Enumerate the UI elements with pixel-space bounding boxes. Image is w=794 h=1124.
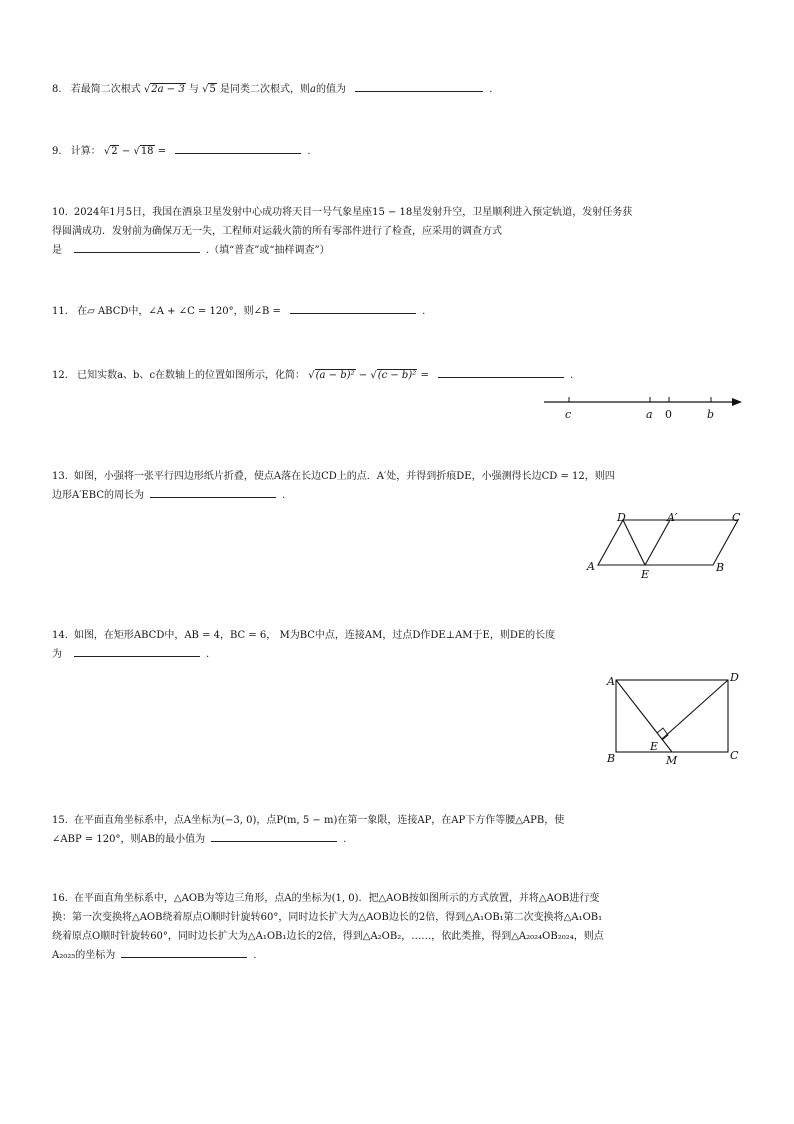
label-m: M [666, 754, 678, 767]
segment-ea1 [645, 520, 670, 565]
question-number: 15. [52, 815, 68, 826]
question-text: 已知实数a、b、c在数轴上的位置如图所示，化简： [77, 370, 306, 381]
sqrt-symbol: √ [370, 370, 377, 381]
question-number: 12. [52, 370, 68, 381]
question-number: 14. [52, 630, 68, 641]
question-number: 8. [52, 84, 62, 95]
question-line: 换：第一次变换将△AOB绕着原点O顺时针旋转60°，同时边长扩大为△AOB边长的2倍，得到△A₁OB₁第二次变换将△A₁OB₁ [52, 912, 603, 923]
label-e: E [641, 568, 650, 581]
question-number: 16. [52, 893, 68, 904]
period: . [343, 834, 347, 845]
question-line [52, 946, 742, 965]
segment-am [616, 680, 672, 752]
question-text: 在▱ ABCD中，∠A + ∠C = 120°，则∠B = [77, 306, 281, 317]
radicand: 18 [140, 146, 154, 157]
label-a: a [646, 408, 653, 421]
label-c: c [565, 408, 572, 421]
answer-blank[interactable] [290, 302, 416, 314]
question-text: 是同类二次根式，则 [220, 84, 311, 95]
radicand: 2a − 3 [151, 84, 185, 95]
question-text: 为 [52, 649, 62, 660]
arrow-head-icon [732, 398, 742, 406]
label-d: D [730, 671, 739, 684]
question-text: 计算： [70, 146, 101, 157]
question-text: 是 [52, 245, 62, 256]
question-line [52, 626, 742, 645]
question-15 [52, 811, 742, 849]
label-0: 0 [665, 408, 672, 421]
answer-blank[interactable] [211, 830, 337, 842]
question-text: .（填“普查”或“抽样调查”） [206, 245, 330, 256]
sqrt-symbol: √ [143, 84, 151, 95]
question-line: 绕着原点O顺时针旋转60°，同时边长扩大为△A₁OB₁边长的2倍，得到△A₂OB₂，……，依此类推，得到△A₂₀₂₄OB₂₀₂₄，则点 [52, 931, 604, 942]
rectangle-figure [604, 670, 744, 770]
answer-blank[interactable] [74, 645, 200, 657]
label-a: A [587, 560, 595, 573]
question-text: 如图，在矩形ABCD中，AB = 4，BC = 6， M为BC中点，连接AM，过点D作DE⊥AM于E，则DE的长度 [73, 630, 556, 641]
question-10 [52, 203, 742, 260]
question-text: 的值为 [316, 84, 347, 95]
number-line-figure [544, 392, 744, 422]
period: . [422, 306, 426, 317]
question-14 [52, 626, 742, 664]
label-b: B [607, 752, 616, 765]
sqrt-symbol: √ [202, 84, 209, 95]
question-text: 若最简二次根式 [70, 84, 141, 95]
question-text: 与 [188, 84, 199, 95]
period: . [281, 490, 286, 501]
label-c: C [730, 749, 739, 762]
sqrt-symbol: √ [133, 146, 140, 157]
label-a: A [607, 675, 615, 688]
equals-sign: = [420, 370, 429, 381]
sqrt-symbol: √ [103, 146, 111, 157]
question-line [52, 830, 742, 849]
segment-de [662, 680, 728, 739]
question-number: 11. [52, 306, 68, 317]
radicand: (a − b)² [315, 370, 355, 381]
equals-sign: = [157, 146, 167, 157]
question-line [52, 645, 742, 664]
parallelogram-figure [585, 510, 750, 582]
question-text: 如图，小强将一张平行四边形纸片折叠，使点A落在长边CD上的点．A′处，并得到折痕DE，小强测得长边CD = 12，则四 [73, 471, 615, 482]
variable: a [310, 84, 317, 95]
label-d: D [617, 511, 626, 524]
question-text: A₂₀₂₅的坐标为 [52, 950, 116, 961]
question-9 [52, 142, 742, 161]
sqrt-symbol: √ [308, 370, 315, 381]
label-c: C [732, 511, 741, 524]
minus-sign: − [121, 146, 131, 157]
answer-blank[interactable] [74, 241, 200, 253]
question-line [52, 203, 742, 222]
question-line [52, 811, 742, 830]
question-8 [52, 80, 742, 99]
crease-de [623, 520, 645, 565]
question-line [52, 467, 742, 486]
radicand: 2 [111, 146, 118, 157]
radicand: (c − b)² [377, 370, 417, 381]
question-line [52, 889, 742, 908]
question-number: 13. [52, 471, 68, 482]
period: . [570, 370, 574, 381]
label-b: B [716, 561, 725, 574]
label-b: b [707, 408, 715, 421]
rectangle-abcd [616, 680, 728, 752]
answer-blank[interactable] [438, 366, 564, 378]
label-a-prime: A′ [667, 511, 678, 524]
question-line [52, 241, 742, 260]
period: . [206, 649, 210, 660]
question-text: 2024年1月5日，我国在酒泉卫星发射中心成功将天目一号气象星座15 − 18星发射升空，卫星顺利进入预定轨道，发射任务获 [73, 207, 633, 218]
question-16 [52, 889, 742, 965]
question-13 [52, 467, 742, 505]
minus-sign: − [358, 370, 368, 381]
period: . [253, 950, 257, 961]
question-line [52, 486, 742, 505]
question-text: 边形A′EBC的周长为 [52, 490, 144, 501]
question-11 [52, 302, 742, 321]
question-text: 在平面直角坐标系中，△AOB为等边三角形，点A的坐标为(1, 0)．把△AOB按如图所示的方式放置，并将△AOB进行变 [73, 893, 600, 904]
answer-blank[interactable] [150, 486, 276, 498]
period: . [307, 146, 311, 157]
radicand: 5 [209, 84, 216, 95]
question-text: ∠ABP = 120°，则AB的最小值为 [52, 834, 206, 845]
question-text: 在平面直角坐标系中，点A坐标为(−3, 0)，点P(m, 5 − m)在第一象限，连接AP，在AP下方作等腰△APB，使 [73, 815, 565, 826]
period: . [489, 84, 493, 95]
question-number: 9. [52, 146, 62, 157]
question-number: 10. [52, 207, 68, 218]
parallelogram-abcd [598, 520, 738, 565]
question-12 [52, 366, 742, 385]
answer-blank[interactable] [355, 80, 483, 92]
label-e: E [650, 740, 659, 753]
answer-blank[interactable] [175, 142, 301, 154]
answer-blank[interactable] [121, 946, 247, 958]
question-line: 得圆满成功．发射前为确保万无一失，工程师对运载火箭的所有零部件进行了检查，应采用的调查方式 [52, 226, 502, 237]
